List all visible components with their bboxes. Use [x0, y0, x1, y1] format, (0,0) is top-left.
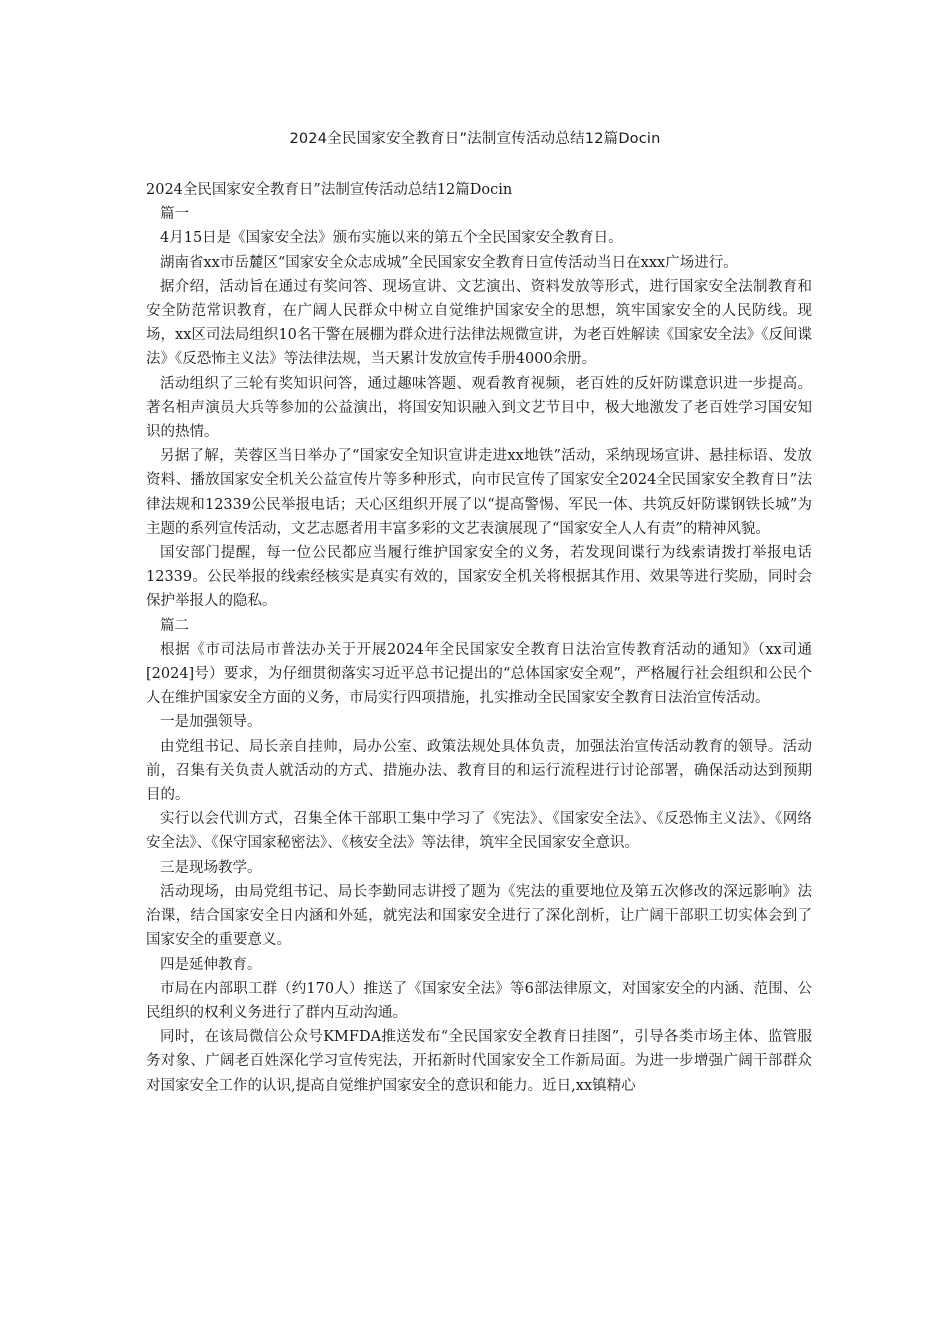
paragraph: 湖南省xx市岳麓区“国家安全众志成城”全民国家安全教育日宣传活动当日在xxx广场进行。 [160, 254, 738, 271]
paragraph: 实行以会代训方式，召集全体干部职工集中学习了《宪法》、《国家安全法》、《反恐怖主义法》、《网络安全法》、《保守国家秘密法》、《核安全法》等法律，筑牢全民国家安全意识。 [146, 811, 812, 852]
paragraph: 另据了解，芙蓉区当日举办了“国家安全知识宣讲走进xx地铁”活动，采纳现场宣讲、悬挂标语、发放资料、播放国家安全机关公益宣传片等多种形式，向市民宣传了国家安全2024全民国家安全教育日”法律法规和12339公民举报电话；天心区组织开展了以“提高警惕、军民一体、共筑反奸防谍钢铁长城”为主题的系列宣传活动，文艺志愿者用丰富多彩的文艺表演展现了“国家安全人人有责”的精神风貌。 [146, 448, 812, 537]
paragraph: 活动组织了三轮有奖知识问答，通过趣味答题、观看教育视频，老百姓的反奸防谍意识进一步提高。著名相声演员大兵等参加的公益演出，将国安知识融入到文艺节目中，极大地激发了老百姓学习国安知识的热情。 [146, 375, 812, 441]
paragraph: 国安部门提醒，每一位公民都应当履行维护国家安全的义务，若发现间谍行为线索请拨打举报电话12339。公民举报的线索经核实是真实有效的，国家安全机关将根据其作用、效果等进行奖励，同时会保护举报人的隐私。 [146, 545, 812, 610]
paragraph: 4月15日是《国家安全法》颁布实施以来的第五个全民国家安全教育日。 [160, 230, 623, 247]
paragraph: 活动现场，由局党组书记、局长李勤同志讲授了题为《宪法的重要地位及第五次修改的深远影响》法治课，结合国家安全日内涵和外延，就宪法和国家安全进行了深化剖析，让广阔干部职工切实体会到了国家安全的重要意义。 [146, 883, 812, 949]
paragraph: 同时，在该局微信公众号KMFDA推送发布“全民国家安全教育日挂图”，引导各类市场主体、监管服务对象、广阔老百姓深化学习宣传宪法，开拓新时代国家安全工作新局面。为进一步增强广阔干部群众对国家安全工作的认识,提高自觉维护国家安全的意识和能力。近日,xx镇精心 [146, 1029, 812, 1094]
paragraph-heading: 2024全民国家安全教育日”法制宣传活动总结12篇Docin [146, 182, 513, 198]
document-body [146, 178, 812, 1098]
section-label: 篇一 [160, 206, 189, 223]
paragraph: 一是加强领导。 [160, 714, 262, 731]
paragraph: 根据《市司法局市普法办关于开展2024年全民国家安全教育日法治宣传教育活动的通知》（xx司通[2024]号）要求，为仔细贯彻落实习近平总书记提出的“总体国家安全观”，严格履行社会组织和公民个人在维护国家安全方面的义务，市局实行四项措施，扎实推动全民国家安全教育日法治宣传活动。 [146, 641, 812, 707]
section-label: 篇二 [160, 617, 189, 634]
paragraph: 市局在内部职工群（约170人）推送了《国家安全法》等6部法律原文，对国家安全的内涵、范围、公民组织的权利义务进行了群内互动沟通。 [146, 980, 812, 1021]
paragraph: 由党组书记、局长亲自挂帅，局办公室、政策法规处具体负责，加强法治宣传活动教育的领导。活动前，召集有关负责人就活动的方式、措施办法、教育目的和运行流程进行讨论部署，确保活动达到预期目的。 [146, 738, 812, 804]
page-title: 2024全民国家安全教育日”法制宣传活动总结12篇Docin [289, 131, 661, 147]
paragraph: 三是现场教学。 [160, 859, 262, 876]
paragraph: 四是延伸教育。 [160, 956, 262, 973]
paragraph: 据介绍，活动旨在通过有奖问答、现场宣讲、文艺演出、资料发放等形式，进行国家安全法制教育和安全防范常识教育，在广阔人民群众中树立自觉维护国家安全的思想，筑牢国家安全的人民防线。现场，xx区司法局组织10名干警在展棚为群众进行法律法规微宣讲，为老百姓解读《国家安全法》《反间谍法》《反恐怖主义法》等法律法规，当天累计发放宣传手册4000余册。 [146, 278, 812, 368]
